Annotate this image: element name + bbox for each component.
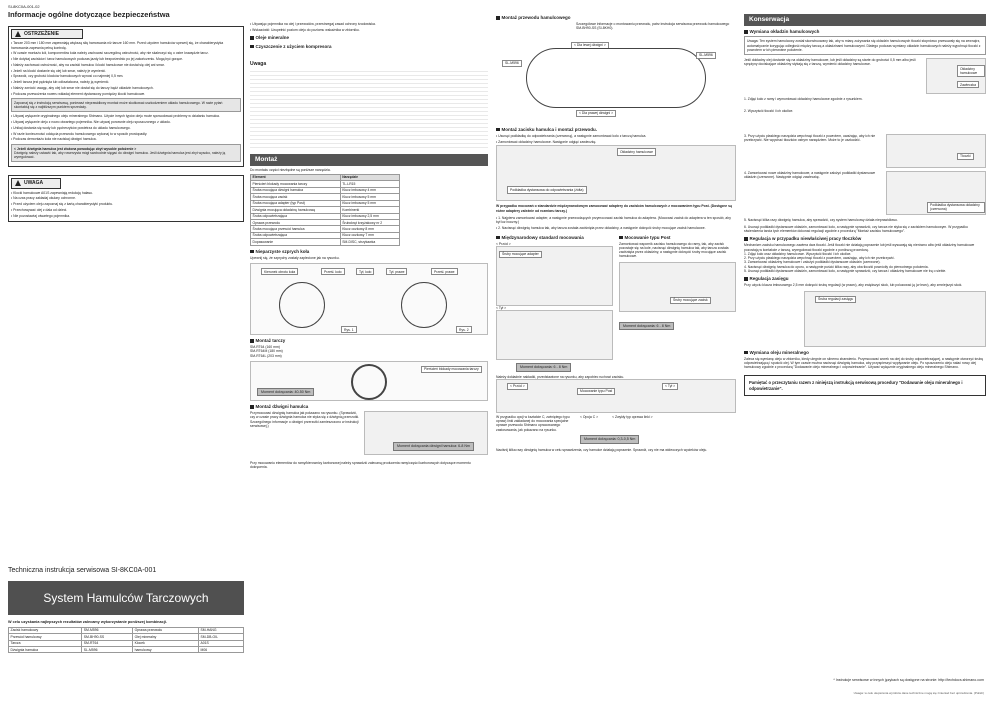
piston-step: 2. Przy użyciu płaskiego narzędzia wepchnąć tłoczki z powrotem, uważając, aby ich nie przekrzywić.	[744, 256, 895, 261]
bolt-label: Śruby mocujące zacisk	[670, 297, 711, 304]
table-cell: Klucz imbusowy 5 mm	[340, 194, 399, 200]
warning-header	[11, 29, 83, 39]
reach-text: Przy użyciu klucza imbusowego 2,5 mm dokręcić śrubę regulacji (w prawo), aby zwiększyć skok, lub poluzować ją (w lewo), aby zmniejszyć skok.	[744, 283, 963, 288]
reminder-box: Pamiętać o przeczytaniu razem z niniejszą instrukcją serwisową procedury "Dodawanie oleju mineralnego i odpowietrzanie".	[744, 375, 986, 396]
table-cell: Dźwignia hamulca	[9, 647, 82, 653]
option-labels	[580, 415, 736, 419]
warning-paragraph: • Jeżeli na klocki dostanie się olej lub smar, należy je wymienić.	[11, 69, 241, 73]
step: 5. Nacisnąć kilka razy dźwignię hamulca, aby sprawdzić, czy system hamulcowy działa nieprawidłowo.	[744, 217, 898, 222]
section-title: Montaż tarczy	[255, 338, 286, 344]
col1-paragraph: • Podczas demontażu koła nie naciskaj dźwigni hamulca.	[11, 137, 241, 141]
tools-intro: Do montażu części niezbędne są poniższe narzędzia.	[250, 167, 331, 172]
system-banner: System Hamulców Tarczowych	[8, 581, 244, 615]
piston-step: 1. Zdjąć koło oraz okładziny hamulcowe. Wyczyścić tłoczki i ich okolice.	[744, 251, 852, 256]
caliper-image	[496, 145, 736, 201]
footer-note: Uwaga: w celu ulepszenia wyrobów dane techniczne mogą się zmieniać bez uprzedzenia. (Polish)	[853, 691, 984, 695]
pad-item	[744, 58, 986, 94]
piston-step: 4. Nacisnąć dźwignię hamulca do oporu, a następnie puścić kilka razy, aby oba tłoczki powróciły do pierwotnego położenia.	[744, 264, 929, 269]
table-cell: SM-HANG	[199, 627, 244, 633]
pad-image	[926, 58, 986, 94]
pad-label: Zawleczka	[957, 81, 979, 88]
step-item	[744, 171, 986, 215]
components-table	[8, 627, 244, 654]
hose-guide-block	[496, 415, 736, 444]
pad-note: Uwaga: Ten system hamulcowy został skonstruowany tak, aby w miarę zużywania się okładzin hamulcowych tłoczki stopniowo przesuwały się na zewnątrz, automatycznie korygując odległość między tarczą a okładzinami hamulcowymi. Dlatego podczas wymiany okładzin hamulcowych należy wypchnąć tłoczki z powrotem w ich pierwotne położenie.	[744, 36, 986, 55]
warning-paragraph: • Jeżeli tarcza jest pęknięta lub odkształcona, należy ją wymienić.	[11, 80, 241, 84]
step-item	[744, 97, 986, 101]
table-row	[251, 239, 400, 245]
spacer-image	[886, 171, 986, 215]
table-cell: Kombinerki	[340, 207, 399, 213]
table-cell: SM-M596	[82, 627, 133, 633]
hose-diagram	[496, 34, 736, 124]
spoke-label: Kierunek obrotu koła	[261, 268, 298, 275]
caution-box	[8, 175, 244, 222]
table-cell: SM-DB-OIL	[199, 634, 244, 640]
section-title: Wymiana okładzin hamulcowych	[749, 29, 820, 35]
section-heading	[496, 127, 736, 133]
disc-rotor-icon	[351, 364, 387, 400]
warning-paragraph: • Nie dotykaj zacisków i tarcz hamulcowych podczas jazdy lub bezpośrednio po jej zakończeniu. Mogą być gorące.	[11, 57, 241, 61]
table-cell: SM-RT64	[82, 640, 133, 646]
section-heading	[250, 44, 488, 50]
caliper-paragraph: • Zamontować okładziny hamulcowe. Następnie odgiąć zawleczkę.	[496, 140, 736, 144]
table-cell: hamulcowy	[133, 647, 199, 653]
components-intro: W celu uzyskania najlepszych rezultatów zalecamy wykorzystanie poniższej kombinacji.	[8, 620, 167, 624]
intl-rear-image	[496, 310, 613, 360]
col2-paragraph: • Używając pojemnika na olej i przewodów, przestrzegaj zasad ochrony środowiska.	[250, 22, 488, 26]
table-cell: Klucz oczkowy 7 mm	[340, 232, 399, 238]
spoke-label: Tył. prawe	[386, 268, 407, 275]
table-cell: Śruba mocująca przewód hamulca	[251, 226, 341, 232]
step: • 1. Najpierw zamontować adapter, a następnie przewodzących przymocować zacisk hamulca do adaptera. (Mocować zacisk do adaptera w ten sposób, aby był luz boczny.)	[496, 216, 736, 225]
torque-lever: Moment dokręcania dźwigni hamulca: 6-8 Nm	[393, 442, 474, 450]
reach-image	[804, 291, 986, 347]
warning-paragraph: • Należy zachować ostrożność, aby na zaciski hamulca i klocki hamulcowe nie dostał się olej ani smar.	[11, 63, 241, 67]
section-title: Mocowanie typu Post	[624, 234, 671, 240]
section-title: Czyszczenie z użyciem kompresora	[255, 43, 332, 49]
table-cell: Śrubokręt krzyżakowy nr 2	[340, 219, 399, 225]
konserwacja-banner: Konserwacja	[744, 14, 986, 26]
table-cell: Oprawa przewodu	[251, 219, 341, 225]
frame-image	[496, 379, 736, 413]
bolt-label: Śruby mocujące adapter	[499, 251, 542, 258]
col1-paragraph: • Używaj wyłącznie oleju z nowo otwartego pojemnika. Nie używaj ponownie oleju spuszczonego z układu.	[11, 120, 241, 124]
bullet-square-icon	[496, 16, 500, 20]
section-heading	[250, 35, 488, 41]
bullet-square-icon	[250, 45, 254, 49]
torque-hose: Moment dokręcania: 0,3-0,5 Nm	[580, 435, 639, 443]
lever-note-box	[11, 144, 241, 163]
post-image	[619, 262, 736, 312]
figure-label: Rys. 2	[456, 326, 472, 333]
option-label: < Opcja C >	[580, 414, 599, 419]
table-cell: SM-DISC, strzykawka	[340, 239, 399, 245]
lever-model-label: SL-M596	[696, 52, 716, 59]
page-title: Informacje ogólne dotyczące bezpieczeństwa	[8, 10, 170, 19]
wheel-rear-icon	[401, 282, 447, 328]
bullet-square-icon	[744, 237, 748, 241]
spokes-diagram	[250, 263, 488, 335]
section-title: Montaż dźwigni hamulca	[255, 403, 309, 409]
step: 1. Zdjąć koło z ramy i wymontować okładziny hamulcowe zgodnie z rysunkiem.	[744, 97, 863, 101]
lever-block	[250, 411, 488, 455]
intl-front-image	[496, 246, 613, 306]
step: 3. Przy użyciu płaskiego narzędzia wepchnąć tłoczki z powrotem, uważając, aby ich nie przekrzywić. Nie wpychać tłoczków ostrym narzędziem. Może to je uszkodzić.	[744, 133, 876, 142]
mount-types	[496, 232, 736, 361]
table-cell: Śruba mocująca dźwigni hamulca	[251, 187, 341, 193]
intl-mount	[496, 232, 613, 361]
table-cell: Klucz imbusowy 5 mm	[340, 200, 399, 206]
table-cell: Klocek	[133, 640, 199, 646]
disc-lock-label: Pierścień blokady mocowania tarczy	[421, 366, 482, 373]
rear-label: < Tył >	[496, 305, 507, 310]
front-label: < Przód >	[496, 241, 511, 246]
caution-paragraph: • Przed użyciem oleju zapoznaj się z kartą charakterystyki produktu.	[11, 202, 241, 206]
table-cell: A01S	[199, 640, 244, 646]
piston-text: Mechanizm zacisku hamulcowego zawiera dwa tłoczki. Jeśli tłoczki nie działają poprawnie lub jeśli wysuwają się nierówno albo jeśli okładziny hamulcowe pozostają w kontakcie z tarczą, wyregulować tłoczki zgodnie z poniższą procedurą.	[744, 243, 975, 252]
disc-model: SM-RT64 (160 mm)	[250, 345, 280, 350]
table-cell: Śruba odpowietrzająca	[251, 232, 341, 238]
caution-paragraph: • Przechowywać olej z dala od dzieci.	[11, 208, 241, 212]
final-check: Naciśnij kilka razy dźwignię hamulca w celu sprawdzenia, czy hamulce działają poprawnie. Sprawdź, czy nie ma wideoczych wycieków oleju.	[496, 447, 708, 452]
section-title: Nieparzyste szprych koła	[255, 248, 310, 254]
col1-paragraph: • Używaj wyłącznie oryginalnego oleju mineralnego Shimano. Użycie innych typów oleju może spowodować problemy w działaniu hamulca.	[11, 114, 241, 118]
section-heading	[744, 236, 986, 242]
warning-paragraph: • W czasie montażu kół, komponentów koła należy zachować szczególną ostrożność, aby nie skaleczyć się o ostre krawędzie tarcz.	[11, 51, 241, 55]
lever-model-label: SL-M596	[502, 60, 522, 67]
pad-thickness-text: Jeśli dokładny olej dostanie się na okładziny hamulcowe, lub jeśli okładziny są starte do grubości 0,5 mm albo jeśli sprężyny dociskające okładziny stykają się z tarczą, wymienić okładziny hamulcowe.	[744, 58, 916, 67]
section-title: Regulacja w przypadku niewłaściwej pracy tłoczków	[749, 236, 862, 242]
section-heading	[619, 235, 736, 241]
section-title: Oleje mineralne	[255, 35, 290, 40]
disc-model: SM-RT64L (203 mm)	[250, 353, 282, 358]
col1-paragraph: • Unikaj dostania się wody lub pęcherzyków powietrza do układu hamulcowego.	[11, 126, 241, 130]
table-header: Element	[251, 174, 341, 180]
table-cell: Śruba mocująca zacisk	[251, 194, 341, 200]
components-section	[8, 620, 244, 698]
column-3	[496, 0, 736, 701]
lever-text: Przymocować dźwignię hamulca jak pokazano na rysunku. (Sprawdzić, czy w czasie pracy dźwignia hamulca nie styka się z dźwignią przerzutki. Szczególnego informacje o dźwigni przerzutki zamieszczono w instrukcji serwisowej.)	[250, 411, 360, 428]
post-mount-note: W przypadku mocowań o standardzie międzynarodowym zamocować adaptery do zacisków hamulcowych z mocowaniem typu Post. (Dostępne są różne adaptery zależnie od rozmiaru tarczy.)	[496, 204, 732, 213]
piston-step: 5. Usunąć podkładki dystansowe okładzin, zamontować koło, a następnie sprawdzić, czy tarcza i okładziny hamulcowe nie trą o siebie.	[744, 268, 947, 273]
torque-disc: Moment dokręcania: 40-50 Nm	[257, 388, 314, 396]
carbon-note: Przy mocowaniu elementów do ramy/kierownicy karbonowej należy sprawdzić zalecaną producenta ramy/części karbonowych dotyczące momentu dokręcenia.	[250, 461, 471, 470]
section-title: Montaż przewodu hamulcowego	[501, 15, 571, 20]
pad-label: Tłoczki	[957, 153, 974, 160]
warning-paragraph: • Tarcze 203 mm i 180 mm zapewniają większą siłę hamowania niż tarcze 160 mm. Przed użyciem hamulców upewnij się, że charakterystyka hamowania zapewnia pełną kontrolę.	[11, 41, 241, 50]
wheel-front-icon	[279, 282, 325, 328]
section-title: Regulacja zasięgu	[749, 276, 789, 282]
section-heading	[744, 29, 986, 35]
hose-text: Szczegółowe informacje o montowaniu przewodu, patrz instrukcja serwisowa przewodu hamulcowego SM-BH90-SS (SI-8KH0).	[576, 22, 730, 31]
hose-label-left: < Dla lewej dźwigni >	[571, 42, 609, 49]
bullet-square-icon	[619, 236, 623, 240]
warning-note: Zapoznaj się z instrukcją serwisową, ponieważ nieprawidłowy montaż może skutkować uszkodzeniem układu hamulcowego. W razie pytań skontaktuj się z najbliższym punktem sprzedaży.	[11, 98, 241, 113]
section-heading	[250, 404, 488, 410]
caution-label: UWAGA	[24, 180, 44, 187]
post-mount	[619, 232, 736, 361]
table-cell: M06	[199, 647, 244, 653]
hose-guide-options	[580, 415, 736, 444]
piston-image	[886, 134, 986, 168]
bullet-square-icon	[250, 250, 254, 254]
pad-label: Okładziny hamulcowe	[957, 65, 985, 77]
tools-table	[250, 174, 400, 246]
reach-label: Śruba regulacji zasięgu	[815, 296, 856, 303]
spoke-label: Prześl. koło	[321, 268, 345, 275]
section-heading	[496, 235, 613, 241]
section-heading	[496, 15, 736, 21]
table-cell: Klucz oczkowy 8 mm	[340, 226, 399, 232]
section-heading	[250, 249, 488, 255]
option-label: < Zwykły typ oprawa linki >	[612, 414, 653, 419]
table-cell: Śruba odpowietrzająca	[251, 213, 341, 219]
table-cell: Zacisk hamulcowy	[9, 627, 82, 633]
table-cell: Klucz imbusowy 2,5 mm	[340, 213, 399, 219]
uwaga-heading: Uwaga	[250, 61, 267, 68]
hose-label-right: < Dla prawej dźwigni >	[576, 110, 616, 117]
frame-label: Mocowanie typu Post	[577, 388, 615, 395]
warning-triangle-icon	[15, 31, 21, 37]
table-cell: SL-M596	[82, 647, 133, 653]
lever-image	[364, 411, 488, 455]
table-cell: TL-LR15	[340, 181, 399, 187]
caliper-paragraph: • Usunąć podkładkę do odpowietrzania (czerwoną), a następnie zamontować koło z tarczą hamulca.	[496, 134, 736, 138]
hose-guide-text: W przypadku opcji w kształcie C, zwiniętego typu opraw) linki zakładanej do mocowania specjalne oprawe przewodu Shimano opracowanego zastosowania, jak pokazano na rysunku.	[496, 414, 570, 432]
warning-box	[8, 26, 244, 167]
col2-paragraph: • Wskazówki: Uzupełnić poziom oleju do poziomu wskaźnika w zbiorniku.	[250, 28, 488, 32]
table-cell: Olej mineralny	[133, 634, 199, 640]
caution-paragraph: • Klocki hamulcowe A01S zapewniają redukcję hałasu.	[11, 191, 241, 195]
table-cell: Oprawa przewodu	[133, 627, 199, 633]
table-row	[9, 647, 244, 653]
frame-label: < Przód >	[507, 383, 528, 390]
lever-note-text: Dźwignię należy ustawić tak, aby rowerzysta mógł swobodnie sięgać do dźwigni hamulca. Jeśli dźwignia hamulca jest zbyt wysoko, należy ją wyregulować.	[14, 150, 226, 159]
spoke-label: Prześl. prawe	[431, 268, 458, 275]
table-cell: Klucz imbusowy 4 mm	[340, 187, 399, 193]
caliper-label: Okładziny hamulcowe	[617, 148, 656, 155]
step: • 2. Nacisnąć dźwignię hamulca tak, aby tarcza została zaciśnięta przez okładziny, a następnie dokręcić śruby mocujące zacisk hamulcowe.	[496, 226, 736, 230]
bullet-square-icon	[496, 128, 500, 132]
spoke-label: Tył, koło	[356, 268, 374, 275]
torque-caliper-2: Moment dokręcania: 6 - 8 Nm	[516, 363, 571, 371]
caution-paragraph: • Na czas pracy zakładaj okulary ochronne.	[11, 196, 241, 200]
torque-caliper: Moment dokręcania: 6 - 8 Nm	[619, 322, 674, 330]
step: 6. Usunąć podkładki dystansowe okładzin, zamontować koło, a następnie sprawdzić, czy tarcza nie styka się z zaciskiem hamulcowym. W przypadku stwierdzenia tarcia tych elementów dokonać regulacji zgodnie z procedurą "Montaż zacisku hamulcowego".	[744, 224, 968, 233]
spokes-text: Upewnij się, że szprychy zostały zaplecione jak na rysunku.	[250, 255, 340, 260]
warning-label: OSTRZEŻENIE	[24, 31, 60, 37]
caution-paragraph: • Nie pozostawiaj otwartego pojemnika.	[11, 214, 241, 218]
montaz-banner: Montaż	[250, 154, 488, 166]
step-item	[744, 134, 986, 168]
bullet-square-icon	[250, 36, 254, 40]
warning-paragraph: • Sprawdź, czy grubość klocków hamulcowych wynosi co najmniej 0,5 mm.	[11, 74, 241, 78]
section-heading	[250, 338, 488, 344]
table-cell: Pierścień blokady mocowania tarczy	[251, 181, 341, 187]
column-2	[250, 0, 488, 701]
post-note: Zamontować wspornik zacisku hamulcowego do ramy, tak, aby zacisk pozostaje się na kole, nacisnąć dźwignię hamulca tak, aby tarcza została zaciśnięta przez okładziny, a następnie dokręcić śruby mocujące zacisk hamulcowe.	[619, 241, 729, 259]
section-heading	[744, 350, 986, 356]
figure-label: Rys. 1	[341, 326, 357, 333]
bullet-square-icon	[250, 405, 254, 409]
table-cell: Przewód hamulcowy	[9, 634, 82, 640]
caliper-label: Podkładka dystansowa do odpowietrzania (żółta)	[507, 186, 587, 193]
column-1	[8, 22, 244, 562]
step-item	[744, 225, 986, 234]
column-4	[744, 0, 986, 701]
caution-header	[11, 178, 61, 188]
hose-loop-icon	[526, 48, 706, 108]
bullet-square-icon	[744, 277, 748, 281]
table-cell: Dźwignia mocująca okładzinę hamulcową	[251, 207, 341, 213]
step: 2. Wyczyścić tłoczki i ich okolice.	[744, 109, 794, 114]
section-heading	[744, 276, 986, 282]
section-title: Montaż zacisku hamulca i montaż przewodu.	[501, 126, 598, 132]
anti-rotation-note: Należy dokładnie nakładki, przedstawione na rysunku, aby zapobiec ruchowi zacisku.	[496, 374, 625, 379]
frame-label: < Tył >	[662, 383, 678, 390]
bullet-square-icon	[744, 351, 748, 355]
col1-paragraph: • W razie konieczności odcięcia przewodu hamulcowego wykonaj to w sposób prostopadły.	[11, 132, 241, 136]
table-cell: Śruba mocująca adapter (typ Post)	[251, 200, 341, 206]
table-cell: SM-BH90-SS	[82, 634, 133, 640]
table-cell: Tarcza	[9, 640, 82, 646]
warning-paragraph: • Podczas przewożenia roweru wkładaj element dystansowy pomiędzy klocki hamulcowe.	[11, 92, 241, 96]
bullet-square-icon	[744, 30, 748, 34]
table-cell: Dopasowanie	[251, 239, 341, 245]
caution-triangle-icon	[15, 180, 21, 186]
bullet-square-icon	[250, 339, 254, 343]
document-id: SI-8KC0A-001-02	[8, 4, 40, 9]
table-header: Narzędzie	[340, 174, 399, 180]
section-title: Wymiana oleju mineralnego	[749, 349, 809, 355]
bullet-square-icon	[496, 236, 500, 240]
warning-paragraph: • Należy zwrócić uwagę, aby olej lub smar nie dostał się do tarczy bądź okładzin hamulcowych.	[11, 86, 241, 90]
disc-diagram	[250, 361, 488, 401]
tech-manual-title: Techniczna instrukcja serwisowa SI-8KC0A-001	[8, 567, 157, 574]
uwaga-text-block	[250, 68, 488, 150]
section-title: Międzynarodowy standard mocowania	[501, 234, 584, 240]
footer-url: * Instrukcje serwisowe w innych językach są dostępne na stronie: http://techdocs.shimano.com	[833, 678, 984, 682]
piston-step: 3. Zamontować okładziny hamulcowe i założyć podkładki dystansowe okładzin (czerwone).	[744, 260, 881, 265]
oil-text: Zaleca się wymianę oleju w zbiorniku, kiedy ulegnie on silnemu zbarwieniu. Przymocować worek na olej do śruby odpowietrzającej, a następnie otworzyć śrubę odpowietrzającą i spuścić olej. W tym czasie można nacisnąć dźwignię hamulca, aby przyspieszyć wypływanie oleju. Po spuszczeniu oleju nalać nowy olej hamulcowy zgodnie z procedurą "Dodawanie oleju mineralnego i odpowietrzanie". Używać wyłącznie oryginalnego oleju mineralnego Shimano.	[744, 356, 984, 370]
step-item	[744, 218, 986, 222]
step: 4. Zamontować nowe okładziny hamulcowe, a następnie założyć podkładki dystansowe okładzin (czerwone). Następnie odgiąć zawleczkę.	[744, 170, 876, 179]
pad-label: Podkładka dystansowa okładziny (czerwona)	[927, 202, 985, 214]
step-item	[744, 109, 986, 113]
lever-note-title: < Jeżeli dźwignia hamulca jest złożona powodując zbyt wysokie położenie >	[14, 146, 137, 151]
disc-model: SM-RT64M (180 mm)	[250, 349, 283, 354]
